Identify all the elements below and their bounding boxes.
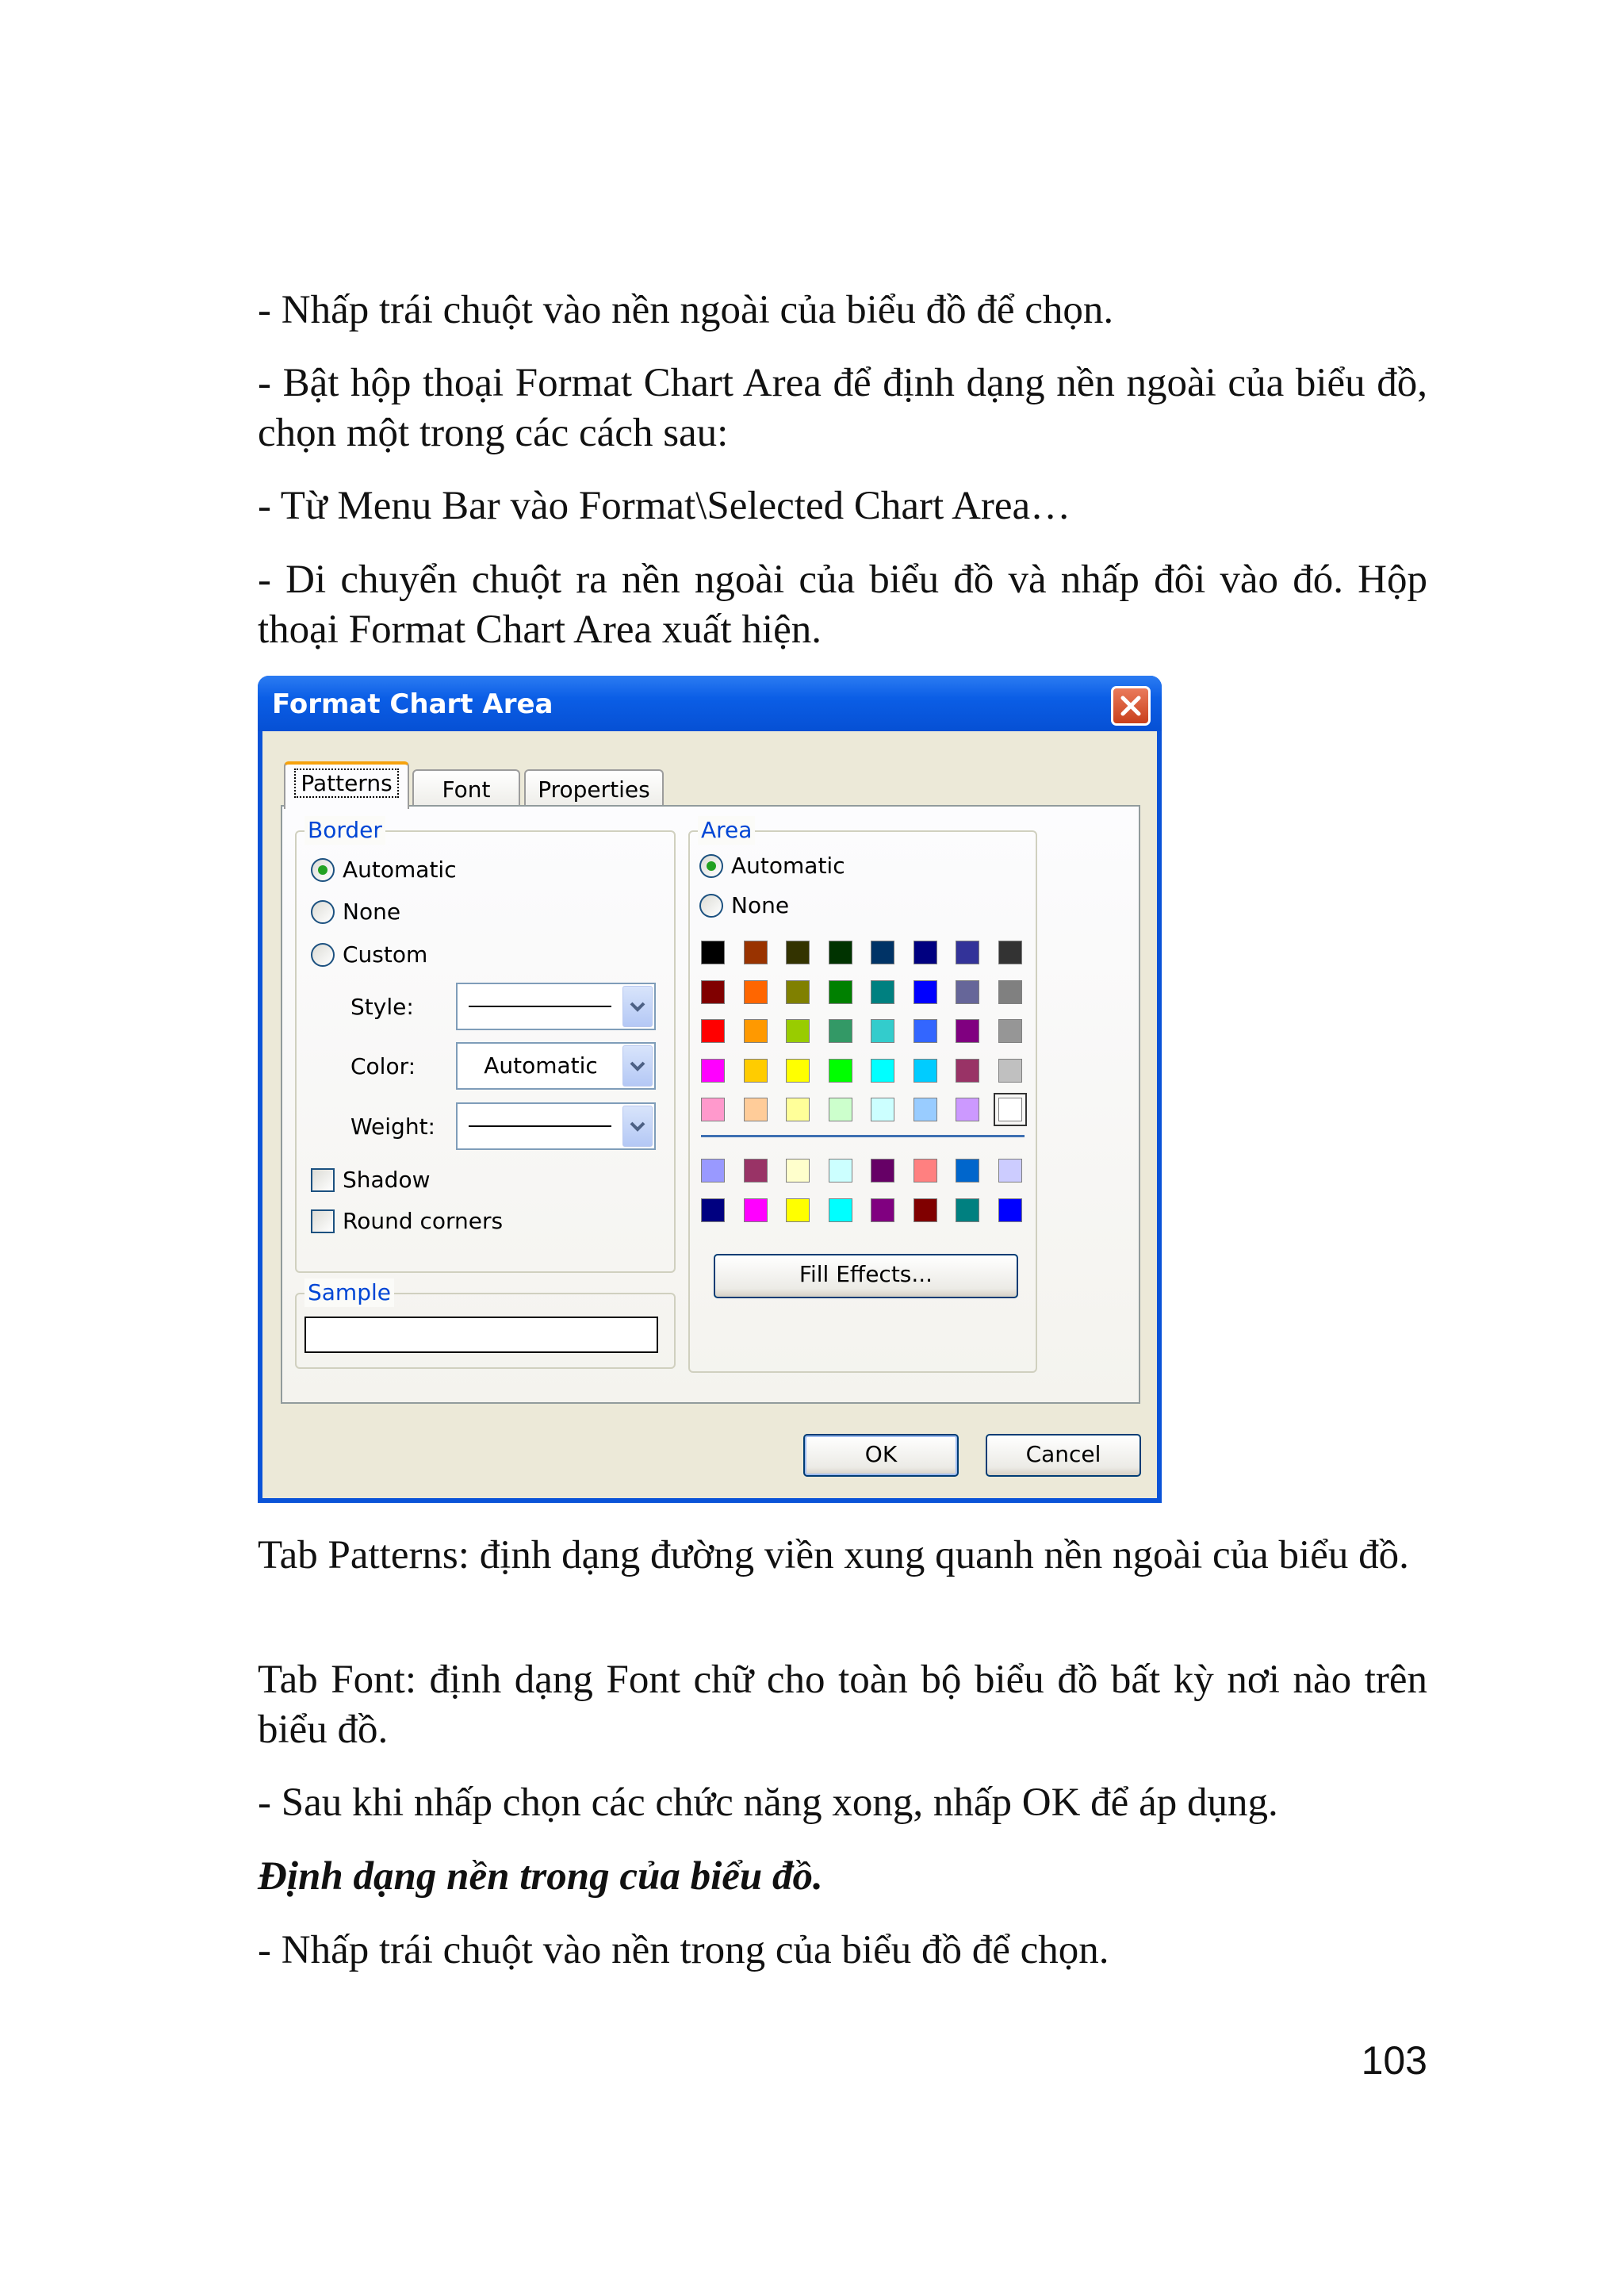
sample-group — [295, 1279, 676, 1369]
color-swatch[interactable] — [871, 1159, 894, 1182]
chevron-down-icon — [629, 1119, 646, 1133]
tab-patterns[interactable] — [284, 761, 409, 809]
color-swatch[interactable] — [956, 1019, 979, 1043]
color-swatch[interactable] — [871, 980, 894, 1004]
ok-label: OK — [864, 1441, 898, 1467]
color-swatch[interactable] — [786, 1059, 810, 1083]
cancel-button[interactable] — [986, 1434, 1141, 1477]
instruction-double-click: - Di chuyển chuột ra nền ngoài của biểu đồ và nhấp đôi vào đó. Hộp thoại Format Chart Area xuất hiện. — [258, 558, 1427, 652]
area-automatic-radio[interactable] — [699, 852, 845, 880]
close-button[interactable] — [1111, 686, 1151, 726]
color-swatch[interactable] — [744, 1159, 768, 1182]
color-swatch[interactable] — [701, 980, 725, 1004]
style-combo[interactable] — [456, 983, 656, 1030]
color-swatch[interactable] — [914, 1198, 937, 1222]
color-swatch[interactable] — [701, 1098, 725, 1121]
color-swatch[interactable] — [871, 1098, 894, 1121]
chevron-down-icon — [629, 1059, 646, 1073]
line-style-preview — [469, 1006, 611, 1007]
border-automatic-radio[interactable] — [311, 856, 457, 884]
color-swatch[interactable] — [829, 1059, 852, 1083]
border-sample-preview — [304, 1317, 658, 1353]
color-swatch[interactable] — [701, 1198, 725, 1222]
border-custom-radio[interactable] — [311, 941, 427, 969]
shadow-checkbox[interactable] — [311, 1166, 430, 1194]
area-group-title: Area — [698, 816, 755, 845]
color-swatch[interactable] — [956, 980, 979, 1004]
dialog-client-area — [262, 731, 1157, 1498]
ok-button[interactable] — [803, 1434, 959, 1477]
border-group — [295, 817, 676, 1273]
color-swatch[interactable] — [998, 1059, 1022, 1083]
color-swatch[interactable] — [744, 1098, 768, 1121]
style-dropdown-button[interactable] — [622, 986, 653, 1027]
border-none-label: None — [343, 899, 401, 925]
color-label: Color: — [350, 1053, 416, 1079]
color-swatch[interactable] — [829, 1098, 852, 1121]
radio-indicator — [699, 854, 723, 878]
color-swatch[interactable] — [744, 1059, 768, 1083]
color-swatch[interactable] — [956, 1198, 979, 1222]
color-swatch[interactable] — [998, 941, 1022, 964]
color-swatch[interactable] — [914, 1159, 937, 1182]
instruction-select-outer: - Nhấp trái chuột vào nền ngoài của biểu đồ để chọn. — [258, 288, 1114, 332]
border-none-radio[interactable] — [311, 898, 400, 926]
color-swatch[interactable] — [914, 941, 937, 964]
color-swatch[interactable] — [701, 941, 725, 964]
color-swatch[interactable] — [829, 980, 852, 1004]
area-none-label: None — [731, 892, 790, 918]
sample-group-title: Sample — [304, 1278, 394, 1307]
palette-separator — [701, 1135, 1025, 1137]
tab-patterns-label: Patterns — [294, 769, 398, 798]
color-swatch[interactable] — [786, 1159, 810, 1182]
area-none-radio[interactable] — [699, 891, 789, 920]
color-swatch[interactable] — [914, 1019, 937, 1043]
section-heading: Định dạng nền trong của biểu đồ. — [258, 1854, 823, 1899]
patterns-panel — [281, 805, 1140, 1404]
round-corners-label: Round corners — [343, 1208, 504, 1234]
color-swatch[interactable] — [829, 1159, 852, 1182]
color-swatch[interactable] — [998, 1159, 1022, 1182]
fill-effects-label: Fill Effects... — [799, 1261, 933, 1287]
color-swatch[interactable] — [914, 1059, 937, 1083]
line-weight-preview — [469, 1125, 611, 1127]
color-swatch[interactable] — [701, 1019, 725, 1043]
color-swatch[interactable] — [829, 1198, 852, 1222]
instruction-open-dialog: - Bật hộp thoại Format Chart Area để định dạng nền ngoài của biểu đồ, chọn một trong các cách sau: — [258, 361, 1427, 455]
color-swatch[interactable] — [744, 1198, 768, 1222]
area-automatic-label: Automatic — [731, 853, 845, 879]
color-swatch[interactable] — [701, 1159, 725, 1182]
instruction-select-inner: - Nhấp trái chuột vào nền trong của biểu đồ để chọn. — [258, 1928, 1109, 1972]
color-swatch[interactable] — [998, 1019, 1022, 1043]
color-swatch[interactable] — [914, 980, 937, 1004]
shadow-label: Shadow — [343, 1167, 431, 1193]
color-swatch[interactable] — [871, 941, 894, 964]
checkbox-indicator — [311, 1168, 335, 1192]
color-swatch[interactable] — [956, 1098, 979, 1121]
format-chart-area-dialog — [258, 676, 1162, 1503]
weight-label: Weight: — [350, 1114, 435, 1140]
weight-combo[interactable] — [456, 1102, 656, 1150]
color-swatch[interactable] — [744, 941, 768, 964]
chevron-down-icon — [629, 999, 646, 1014]
radio-indicator — [311, 943, 335, 967]
color-swatch[interactable] — [998, 1198, 1022, 1222]
area-group — [688, 817, 1037, 1373]
dialog-title: Format Chart Area — [272, 688, 553, 720]
checkbox-indicator — [311, 1209, 335, 1233]
color-swatch[interactable] — [998, 1098, 1022, 1121]
close-icon — [1119, 694, 1143, 718]
dialog-titlebar[interactable] — [258, 676, 1162, 731]
color-swatch[interactable] — [998, 980, 1022, 1004]
color-swatch[interactable] — [786, 980, 810, 1004]
color-dropdown-button[interactable] — [622, 1045, 653, 1087]
color-swatch[interactable] — [786, 1019, 810, 1043]
instruction-menu-bar: - Từ Menu Bar vào Format\Selected Chart Area… — [258, 484, 1071, 528]
style-label: Style: — [350, 994, 414, 1020]
color-swatch[interactable] — [956, 1059, 979, 1083]
tab-font-label: Font — [442, 776, 491, 803]
color-swatch[interactable] — [829, 941, 852, 964]
round-corners-checkbox[interactable] — [311, 1207, 503, 1236]
fill-effects-button[interactable] — [714, 1254, 1018, 1298]
radio-indicator — [699, 894, 723, 918]
color-swatch[interactable] — [786, 1098, 810, 1121]
tab-font-description: Tab Font: định dạng Font chữ cho toàn bộ biểu đồ bất kỳ nơi nào trên biểu đồ. — [258, 1658, 1427, 1752]
radio-indicator — [311, 858, 335, 882]
color-swatch[interactable] — [786, 1198, 810, 1222]
border-group-title: Border — [304, 816, 385, 845]
color-swatch[interactable] — [786, 941, 810, 964]
color-combo[interactable] — [456, 1042, 656, 1090]
color-combo-value: Automatic — [484, 1052, 598, 1079]
border-custom-label: Custom — [343, 941, 428, 968]
page-number: 103 — [1361, 2038, 1427, 2083]
color-swatch[interactable] — [744, 1019, 768, 1043]
radio-indicator — [311, 900, 335, 924]
color-swatch[interactable] — [956, 1159, 979, 1182]
color-swatch[interactable] — [914, 1098, 937, 1121]
weight-dropdown-button[interactable] — [622, 1106, 653, 1147]
color-swatch[interactable] — [871, 1198, 894, 1222]
color-swatch[interactable] — [829, 1019, 852, 1043]
color-swatch[interactable] — [701, 1059, 725, 1083]
color-swatch[interactable] — [871, 1059, 894, 1083]
tab-patterns-description: Tab Patterns: định dạng đường viền xung quanh nền ngoài của biểu đồ. — [258, 1533, 1409, 1577]
color-swatch[interactable] — [871, 1019, 894, 1043]
border-automatic-label: Automatic — [343, 857, 457, 883]
cancel-label: Cancel — [1025, 1441, 1101, 1467]
instruction-apply: - Sau khi nhấp chọn các chức năng xong, nhấp OK để áp dụng. — [258, 1780, 1278, 1825]
tab-properties-label: Properties — [538, 776, 650, 803]
color-swatch[interactable] — [956, 941, 979, 964]
color-swatch[interactable] — [744, 980, 768, 1004]
